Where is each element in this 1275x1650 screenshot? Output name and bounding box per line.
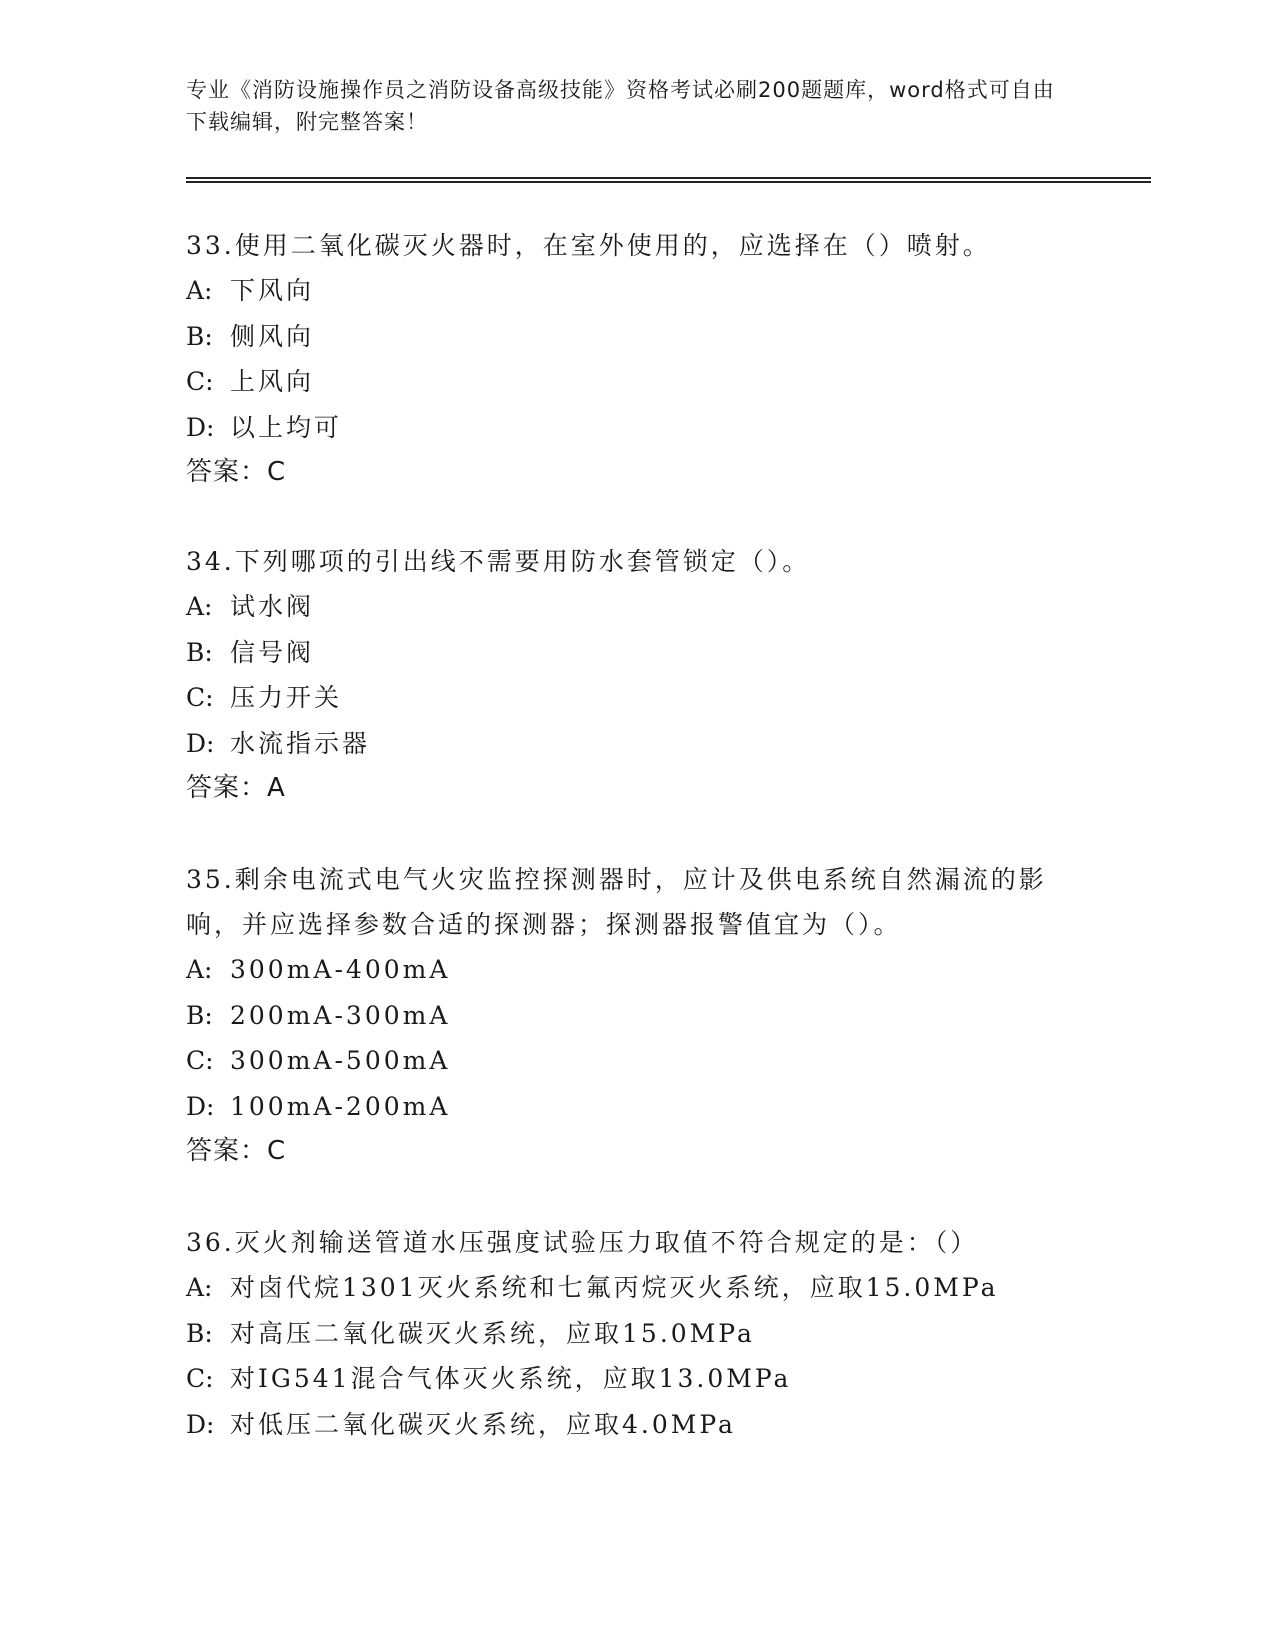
option-letter: B: — [186, 321, 213, 351]
option-letter: B: — [186, 1000, 213, 1030]
option-letter: C: — [186, 1364, 214, 1393]
answer-key: 答案：C — [186, 1136, 287, 1166]
option-d — [186, 405, 1086, 451]
question-36 — [186, 1220, 1086, 1447]
option-letter: B: — [186, 1318, 213, 1348]
option-letter: B: — [186, 637, 213, 667]
option-b — [186, 314, 1086, 360]
option-d — [186, 1402, 1086, 1448]
option-text: 对卤代烷1301灭火系统和七氟丙烷灭火系统，应取15.0MPa — [230, 1273, 999, 1302]
answer-key: 答案：C — [186, 457, 287, 487]
question-stem: 34.下列哪项的引出线不需要用防水套管锁定（）。 — [186, 547, 811, 576]
option-a — [186, 1265, 1086, 1311]
answer-key: 答案：A — [186, 773, 286, 803]
option-letter: C: — [186, 1046, 214, 1075]
option-b — [186, 1311, 1086, 1357]
document-header: 专业《消防设施操作员之消防设备高级技能》资格考试必刷200题题库，word格式可自由下载编辑，附完整答案！ — [186, 78, 1055, 134]
option-c — [186, 359, 1086, 405]
option-text: 300mA-500mA — [230, 1046, 451, 1075]
option-text: 对高压二氧化碳灭火系统，应取15.0MPa — [230, 1318, 755, 1348]
question-33 — [186, 223, 1086, 495]
option-letter: C: — [186, 683, 214, 712]
option-text: 下风向 — [230, 276, 315, 305]
option-d — [186, 1084, 1086, 1130]
option-text: 试水阀 — [230, 592, 315, 621]
header-double-rule — [186, 177, 1151, 183]
option-d — [186, 721, 1086, 767]
option-c — [186, 1038, 1086, 1084]
question-35 — [186, 857, 1086, 1174]
option-letter: D: — [186, 1091, 215, 1121]
question-34 — [186, 539, 1086, 811]
option-c — [186, 675, 1086, 721]
option-text: 以上均可 — [230, 412, 343, 442]
option-text: 对低压二氧化碳灭火系统，应取4.0MPa — [230, 1409, 736, 1439]
option-letter: C: — [186, 367, 214, 396]
option-a — [186, 947, 1086, 993]
option-text: 100mA-200mA — [230, 1091, 451, 1121]
option-text: 侧风向 — [230, 321, 315, 351]
option-b — [186, 993, 1086, 1039]
option-text: 信号阀 — [230, 637, 315, 667]
option-text: 300mA-400mA — [230, 955, 451, 984]
option-text: 200mA-300mA — [230, 1000, 451, 1030]
option-a — [186, 584, 1086, 630]
option-b — [186, 630, 1086, 676]
question-stem: 35.剩余电流式电气火灾监控探测器时，应计及供电系统自然漏流的影响，并应选择参数合适的探测器；探测器报警值宜为（）。 — [186, 865, 1047, 939]
question-stem: 36.灭火剂输送管道水压强度试验压力取值不符合规定的是：（） — [186, 1228, 979, 1257]
option-letter: A: — [186, 955, 213, 984]
question-stem: 33.使用二氧化碳灭火器时，在室外使用的，应选择在（）喷射。 — [186, 231, 991, 260]
option-letter: D: — [186, 728, 215, 758]
option-text: 上风向 — [230, 367, 315, 396]
option-letter: A: — [186, 1273, 213, 1302]
option-letter: A: — [186, 276, 213, 305]
option-text: 对IG541混合气体灭火系统，应取13.0MPa — [230, 1364, 792, 1393]
option-letter: D: — [186, 412, 215, 442]
option-letter: D: — [186, 1409, 215, 1439]
option-c — [186, 1356, 1086, 1402]
option-letter: A: — [186, 592, 213, 621]
option-text: 水流指示器 — [230, 728, 371, 758]
option-text: 压力开关 — [230, 683, 343, 712]
option-a — [186, 268, 1086, 314]
